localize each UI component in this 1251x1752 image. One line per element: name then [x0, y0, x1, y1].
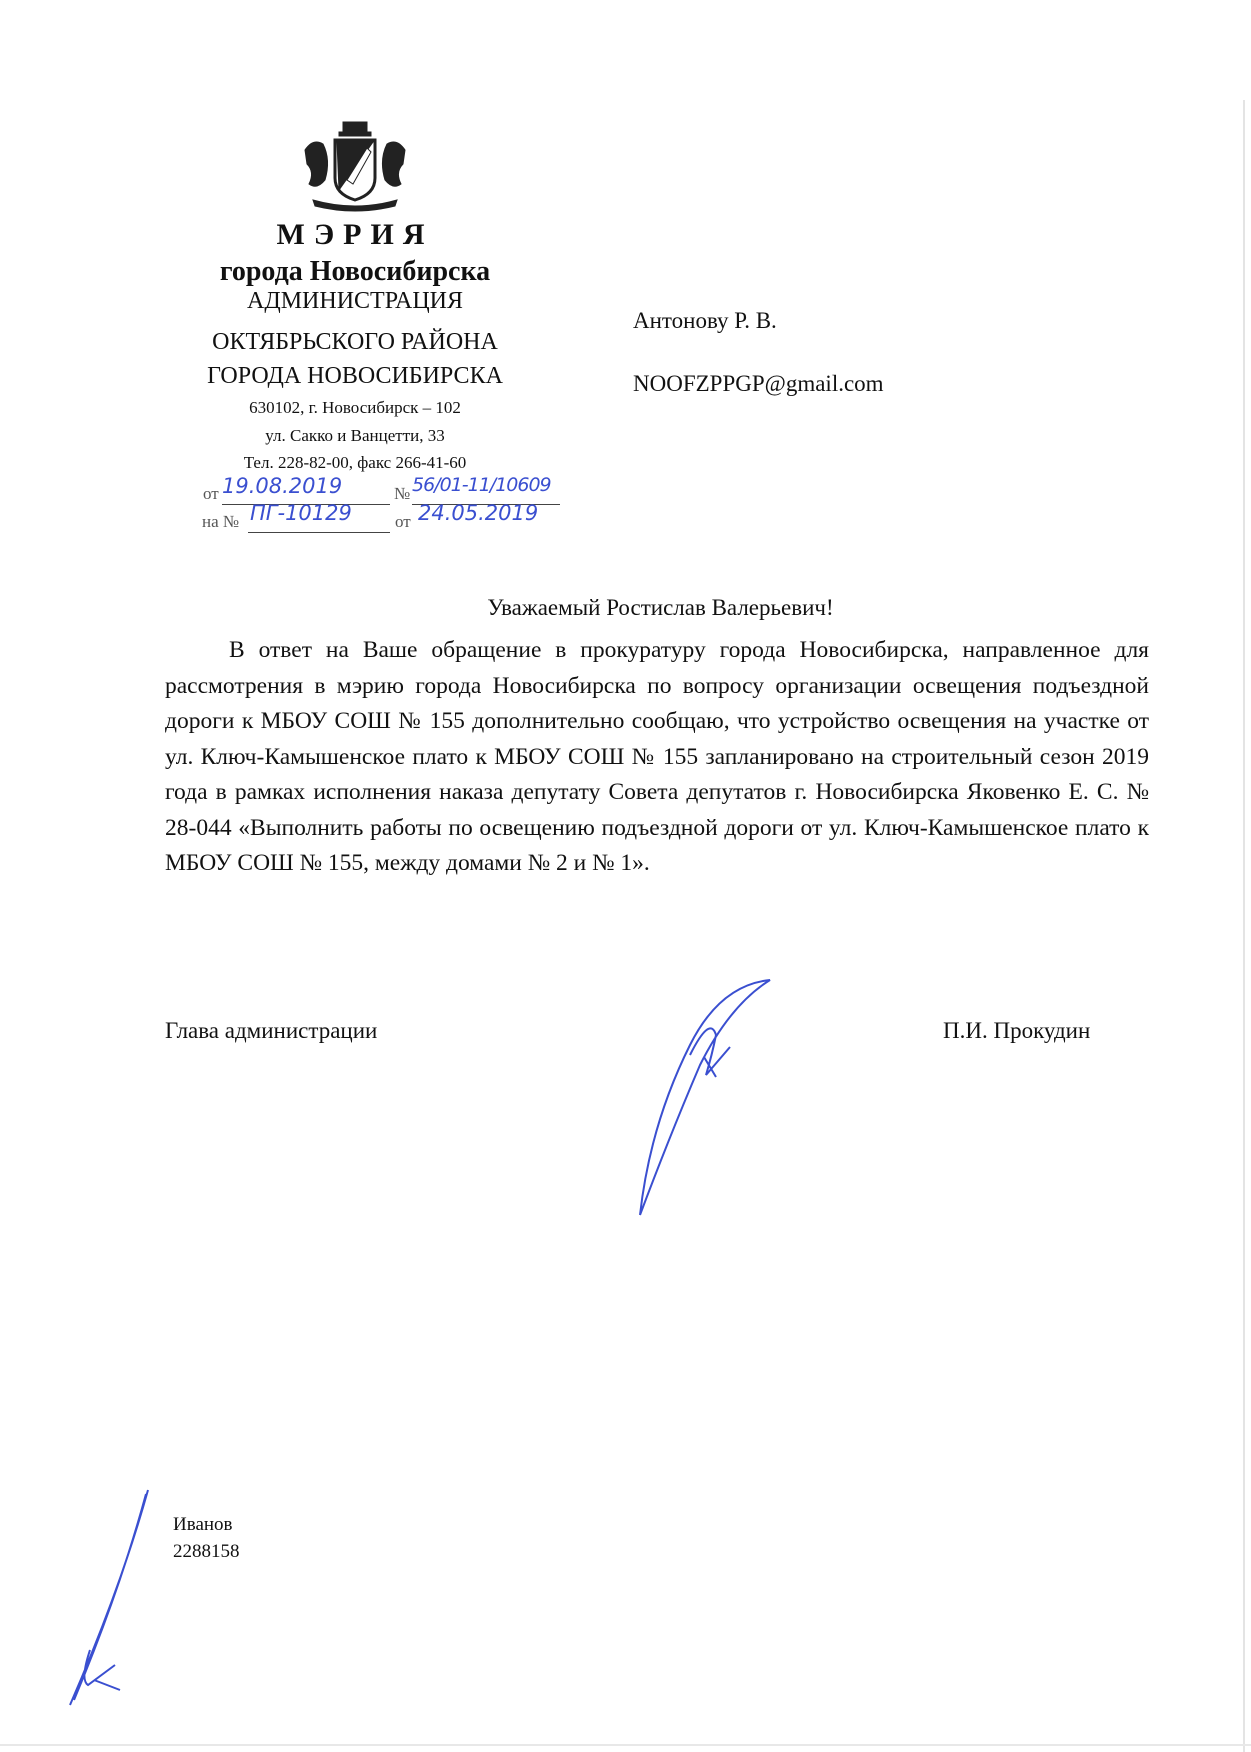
- district-title: ОКТЯБРЬСКОГО РАЙОНА: [212, 329, 498, 355]
- signatory-name: П.И. Прокудин: [943, 1018, 1091, 1043]
- reference-date-label: от: [395, 512, 411, 531]
- greeting: Уважаемый Ростислав Валерьевич!: [487, 595, 834, 620]
- signatory-title: Глава администрации: [165, 1018, 378, 1043]
- street-address: ул. Сакко и Ванцетти, 33: [265, 426, 445, 445]
- recipient-name: Антонову Р. В.: [633, 308, 777, 333]
- scan-edge-bottom: [0, 1744, 1251, 1746]
- letter-body: В ответ на Ваше обращение в прокуратуру города Новосибирска, направленное для рассмотрения в мэрию города Новосибирска по вопросу организации освещения подъездной дороги к МБОУ СОШ № 155 дополнительно сообщаю, что устройство освещения на участке от ул. Ключ-Камышенское плато к МБОУ СОШ № 155 запланировано на строительный сезон 2019 года в рамках исполнения наказа депутату Совета депутатов г. Новосибирска Яковенко Е. С. № 28-044 «Выполнить работы по освещению подъездной дороги от ул. Ключ-Камышенское плато к МБОУ СОШ № 155, между домами № 2 и № 1».: [165, 637, 1149, 876]
- reference-date: 24.05.2019: [418, 501, 539, 525]
- administration-title: АДМИНИСТРАЦИЯ: [247, 288, 463, 314]
- reference-label: на №: [202, 512, 240, 531]
- date-label: от: [203, 484, 219, 503]
- signature-icon: [620, 975, 790, 1225]
- coat-of-arms-icon: [295, 120, 415, 216]
- city-title: города Новосибирска: [219, 256, 491, 287]
- outgoing-number: 56/01-11/10609: [412, 474, 551, 496]
- executor-name: Иванов: [173, 1514, 233, 1535]
- reference-number: ПГ-10129: [250, 501, 352, 525]
- executor-phone: 2288158: [173, 1541, 240, 1562]
- number-label: №: [394, 484, 411, 503]
- executor-initials-icon: [60, 1480, 160, 1710]
- scan-edge: [1243, 100, 1245, 1752]
- phone-fax: Тел. 228-82-00, факс 266-41-60: [243, 453, 467, 472]
- outgoing-date: 19.08.2019: [222, 474, 343, 498]
- city-caps-title: ГОРОДА НОВОСИБИРСКА: [207, 363, 503, 389]
- mayoralty-title: МЭРИЯ: [276, 218, 434, 251]
- postal-address: 630102, г. Новосибирск – 102: [249, 398, 461, 417]
- recipient-email: NOOFZPPGP@gmail.com: [633, 371, 884, 396]
